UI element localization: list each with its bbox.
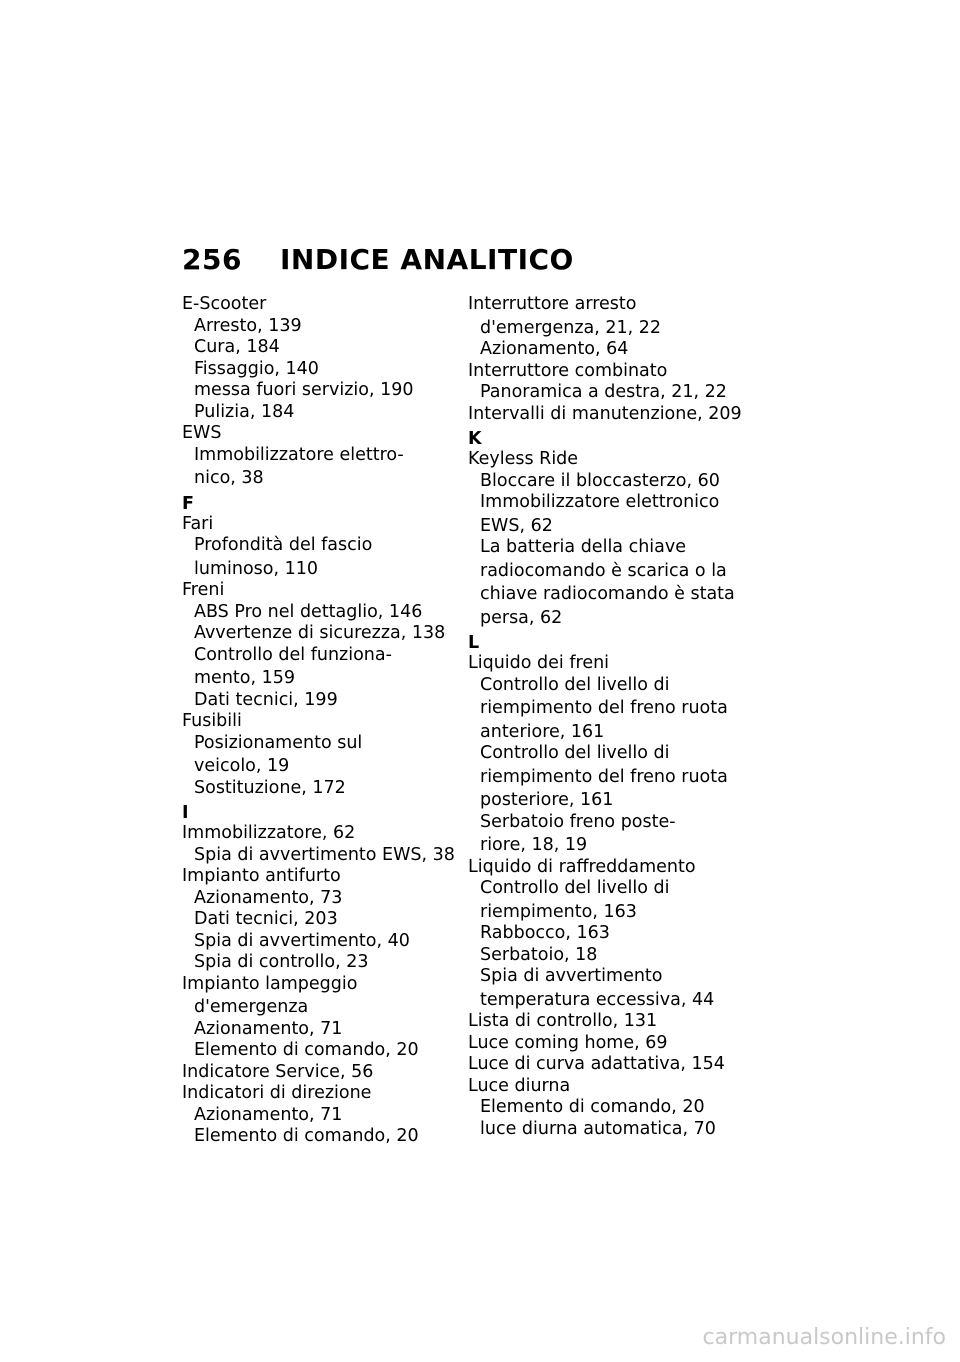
- index-entry: Luce diurna: [468, 1075, 571, 1096]
- index-subentry: Immobilizzatore elettro-: [194, 444, 404, 465]
- index-subentry: Azionamento, 64: [480, 339, 629, 359]
- index-entry-continuation: luminoso, 110: [194, 558, 319, 579]
- index-subentry: Avvertenze di sicurezza, 138: [194, 623, 446, 643]
- index-entry: Fusibili: [182, 711, 242, 731]
- index-subentry: Immobilizzatore elettronico: [480, 492, 720, 512]
- index-entry: Immobilizzatore, 62: [182, 823, 356, 843]
- index-entry-continuation: riempimento del freno ruota: [480, 698, 728, 718]
- index-letter-heading: I: [182, 803, 189, 823]
- index-subentry: Spia di controllo, 23: [194, 952, 369, 972]
- index-entry-continuation: anteriore, 161: [480, 721, 605, 742]
- index-letter-heading: F: [182, 493, 194, 514]
- index-entry: Impianto lampeggio: [182, 973, 358, 994]
- index-entry-continuation: riempimento, 163: [480, 901, 637, 922]
- index-subentry: Spia di avvertimento, 40: [194, 930, 410, 951]
- index-subentry: Panoramica a destra, 21, 22: [480, 382, 727, 402]
- index-subentry: Controllo del livello di: [480, 878, 670, 898]
- index-entry: E-Scooter: [182, 294, 267, 314]
- index-entry-continuation: riempimento del freno ruota: [480, 766, 728, 787]
- index-subentry: luce diurna automatica, 70: [480, 1118, 716, 1139]
- index-subentry: ABS Pro nel dettaglio, 146: [194, 601, 423, 622]
- index-entry-continuation: posteriore, 161: [480, 790, 614, 810]
- index-subentry: Elemento di comando, 20: [194, 1040, 419, 1060]
- index-subentry: Pulizia, 184: [194, 401, 295, 422]
- index-subentry: Rabbocco, 163: [480, 923, 610, 943]
- index-entry: EWS: [182, 423, 222, 443]
- index-subentry: Posizionamento sul: [194, 732, 363, 753]
- index-subentry: Fissaggio, 140: [194, 358, 319, 379]
- index-entry: Fari: [182, 513, 214, 534]
- index-entry-continuation: temperatura eccessiva, 44: [480, 989, 715, 1010]
- index-entry: Interruttore combinato: [468, 360, 668, 381]
- index-entry-continuation: d'emergenza: [194, 997, 309, 1017]
- watermark: carmanualsonline.info: [702, 1325, 946, 1350]
- index-subentry: Profondità del fascio: [194, 535, 373, 555]
- index-subentry: Azionamento, 73: [194, 887, 343, 908]
- index-subentry: Spia di avvertimento EWS, 38: [194, 844, 455, 865]
- index-entry: Liquido di raffreddamento: [468, 856, 696, 877]
- index-entry: Interruttore arresto: [468, 294, 637, 314]
- index-entry: Impianto antifurto: [182, 866, 341, 886]
- index-entry: Luce coming home, 69: [468, 1032, 668, 1053]
- index-subentry: Controllo del funziona-: [194, 644, 392, 665]
- index-subentry: Azionamento, 71: [194, 1104, 343, 1125]
- index-subentry: Dati tecnici, 203: [194, 909, 338, 929]
- index-entry: Keyless Ride: [468, 449, 579, 469]
- index-entry-continuation: riore, 18, 19: [480, 835, 588, 855]
- index-subentry: Elemento di comando, 20: [194, 1126, 419, 1146]
- index-entry: Indicatore Service, 56: [182, 1061, 374, 1082]
- index-subentry: Bloccare il bloccasterzo, 60: [480, 470, 720, 491]
- index-subentry: Arresto, 139: [194, 315, 302, 336]
- index-entry-continuation: EWS, 62: [480, 515, 553, 536]
- index-entry: Intervalli di manutenzione, 209: [468, 403, 742, 424]
- index-subentry: La batteria della chiave: [480, 537, 687, 557]
- index-letter-heading: K: [468, 429, 482, 449]
- page-title: INDICE ANALITICO: [280, 243, 574, 276]
- index-subentry: messa fuori servizio, 190: [194, 380, 414, 400]
- index-entry-continuation: persa, 62: [480, 607, 563, 628]
- index-entry-continuation: nico, 38: [194, 468, 264, 488]
- page-number: 256: [182, 243, 242, 276]
- index-entry: Liquido dei freni: [468, 653, 610, 673]
- index-subentry: Serbatoio freno poste-: [480, 811, 676, 832]
- index-subentry: Controllo del livello di: [480, 674, 670, 695]
- page-header: [182, 243, 574, 276]
- index-subentry: Dati tecnici, 199: [194, 689, 338, 710]
- index-entry-continuation: mento, 159: [194, 668, 296, 688]
- index-subentry: Spia di avvertimento: [480, 966, 663, 986]
- index-column-right: [468, 294, 742, 1140]
- index-entry-continuation: d'emergenza, 21, 22: [480, 317, 662, 338]
- index-entry-continuation: veicolo, 19: [194, 756, 290, 776]
- index-letter-heading: L: [468, 633, 480, 653]
- index-subentry: Cura, 184: [194, 337, 280, 357]
- index-subentry: Azionamento, 71: [194, 1018, 343, 1039]
- index-entry: Luce di curva adattativa, 154: [468, 1054, 725, 1074]
- index-subentry: Controllo del livello di: [480, 743, 670, 763]
- index-entry: Freni: [182, 580, 225, 600]
- index-entry: Lista di controllo, 131: [468, 1011, 658, 1031]
- index-subentry: Serbatoio, 18: [480, 944, 598, 965]
- index-subentry: Elemento di comando, 20: [480, 1097, 705, 1117]
- index-entry: Indicatori di direzione: [182, 1083, 372, 1103]
- index-subentry: Sostituzione, 172: [194, 777, 346, 798]
- index-entry-continuation: chiave radiocomando è stata: [480, 584, 735, 604]
- index-entry-continuation: radiocomando è scarica o la: [480, 560, 727, 581]
- index-column-left: [182, 294, 455, 1148]
